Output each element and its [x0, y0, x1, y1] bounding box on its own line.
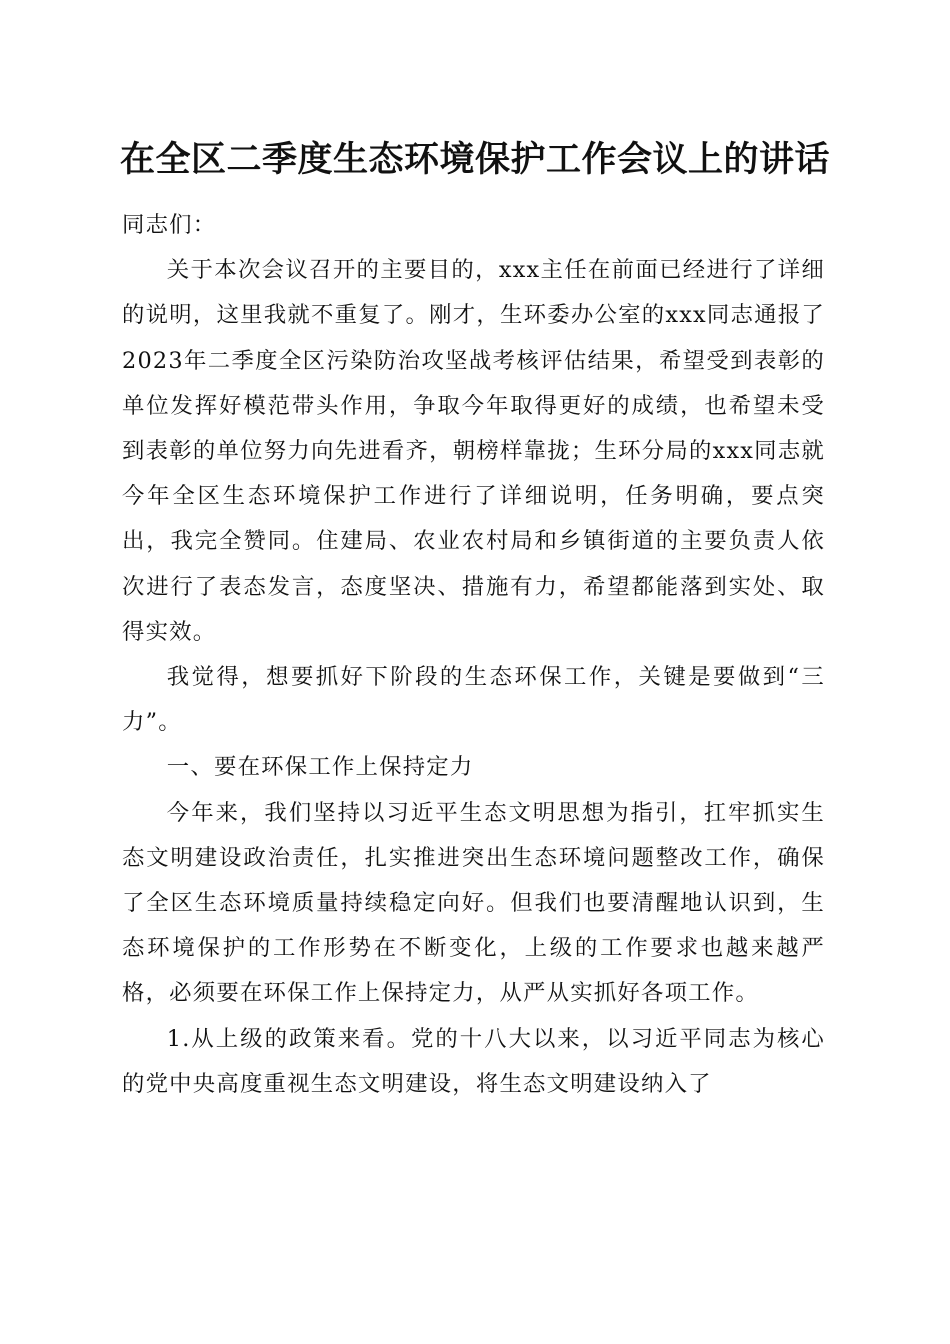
paragraph-section-intro: 今年来，我们坚持以习近平生态文明思想为指引，扛牢抓实生态文明建设政治责任，扎实推进突出生态环境问题整改工作，确保了全区生态环境质量持续稳定向好。但我们也要清醒地认识到，生态环境保护的工作形势在不断变化，上级的工作要求也越来越严格，必须要在环保工作上保持定力，从严从实抓好各项工作。 [122, 799, 825, 1007]
paragraph-opening: 关于本次会议召开的主要目的，xxx主任在前面已经进行了详细的说明，这里我就不重复了。刚才，生环委办公室的xxx同志通报了2023年二季度全区污染防治攻坚战考核评估结果，希望受到表彰的单位发挥好模范带头作用，争取今年取得更好的成绩，也希望未受到表彰的单位努力向先进看齐，朝榜样靠拢；生环分局的xxx同志就今年全区生态环境保护工作进行了详细说明，任务明确，要点突出，我完全赞同。住建局、农业农村局和乡镇街道的主要负责人依次进行了表态发言，态度坚决、措施有力，希望都能落到实处、取得实效。 [122, 257, 825, 645]
section-heading: 一、要在环保工作上保持定力 [166, 754, 474, 781]
document-title: 在全区二季度生态环境保护工作会议上的讲话 [119, 139, 830, 180]
paragraph-three-forces: 我觉得，想要抓好下阶段的生态环保工作，关键是要做到“三力”。 [122, 664, 825, 736]
salutation: 同志们： [122, 212, 217, 238]
document-body [122, 203, 825, 1107]
paragraph-policy-point: 1.从上级的政策来看。党的十八大以来，以习近平同志为核心的党中央高度重视生态文明建设，将生态文明建设纳入了 [122, 1025, 825, 1097]
